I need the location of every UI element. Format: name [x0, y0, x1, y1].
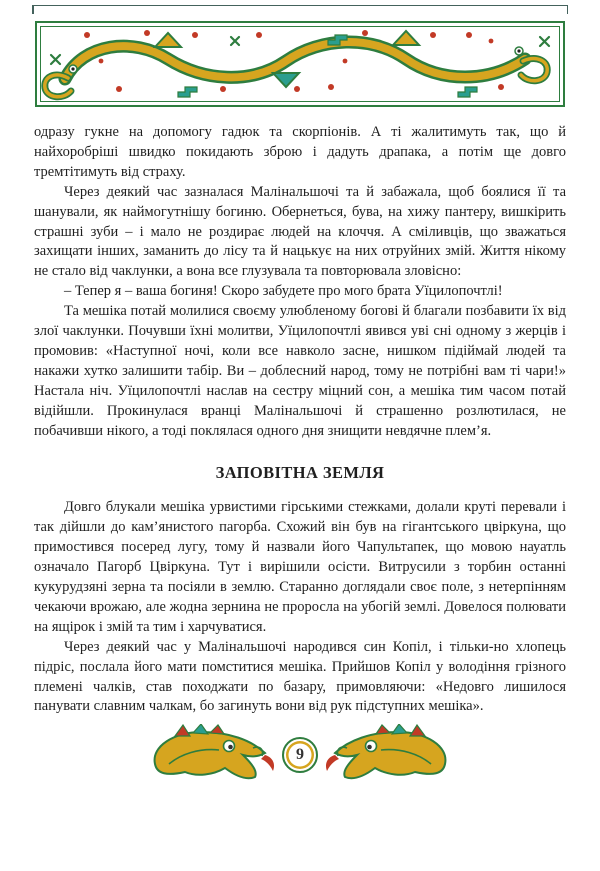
footer-ornament	[0, 724, 600, 786]
paragraph: Довго блукали мешіка урвистими гірськими стежками, долали круті перевали і так дійшли до кам’янистого пагорба. Схожий він був на гігантського цвіркуна, що примостився посеред лугу, тому й назвали його Чапультапек, що мовою науатль означало Пагорб Цвіркуна. Тут і вирішили осісти. Витрусили з торбин останні кукурудзяні зерна та посіяли в землю. Старанно доглядали своє поле, з нетерпінням чекаючи врожаю, але жодна зернина не проросла на убогій землі. Довелося полювати на ящірок і змій та тим і харчуватися.	[34, 499, 566, 635]
paragraph: Через деякий час у Малінальшочі народився син Копіл, і тільки-но хлопець підріс, послала його мати помститися мешіка. Прийшов Копіл у володіння грізного племені чалків, став походжати по базару, примовляючи: «Недовго лишилося панувати славним чалкам, бо загинуть вони від рук підступних мешіка».	[34, 638, 566, 715]
aztec-serpent-frieze-icon	[35, 21, 565, 107]
paragraph: Через деякий час зазналася Малінальшочі та й забажала, щоб боялися її та шанували, як наймогутнішу богиню. Обернеться, бува, на хижу пантеру, вишкірить страшні зуби – і мало не роздирає людей на клоччя. А сміливців, що зважаться захищати інших, заманить до лісу та й нацькує на них отруйних змій. Життя нікому не стало від чаклунки, а вона все глузувала та повторювала зловісно:	[34, 183, 566, 280]
paragraph-continuation: одразу гукне на допомогу гадюк та скорпіонів. А ті жалитимуть так, що й найхоробріші швидко покидають зброю і дадуть драпака, а потім ще довго тремтітимуть від страху.	[34, 124, 566, 180]
serpent-head-left-icon	[147, 724, 277, 786]
chapter-heading: ЗАПОВІТНА ЗЕМЛЯ	[215, 462, 385, 482]
dialogue-line: – Тепер я – ваша богиня! Скоро забудете про мого брата Уїцилопочтлі!	[64, 283, 503, 300]
header-ornament	[35, 21, 565, 107]
paragraph: Та мешіка потай молилися своєму улюбленому богові й благали позбавити їх від злої чаклунки. Почувши їхні молитви, Уїцилопочтлі явився уві сні одному з жерців і промовив: «Наступної ночі, коли все навколо засне, нишком підіймай людей та накажи хутко залишити табір. Ви – доблесний народ, тому не потрібні вам ті чари!» Настала ніч. Уїцилопочтлі наслав на сестру міцний сон, а мешіка тим часом потай відійшли. Прокинулася вранці Малінальшочі й страшенно розлютилася, не побачивши нікого, а тоді поклялася одного дня знищити невдячне плем’я.	[34, 303, 566, 439]
page-number-badge	[282, 737, 318, 773]
top-rule	[32, 5, 568, 6]
serpent-head-right-icon	[323, 724, 453, 786]
text-block	[34, 123, 566, 717]
page-number: 9	[296, 746, 304, 764]
